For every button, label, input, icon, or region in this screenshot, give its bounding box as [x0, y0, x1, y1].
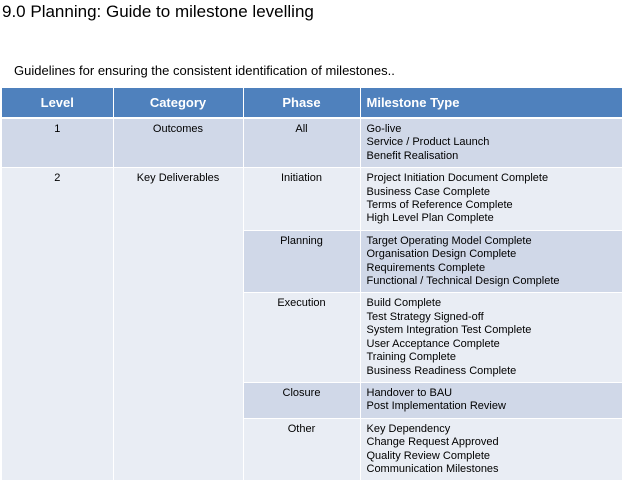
phase-cell: Closure: [243, 382, 360, 418]
phase-cell: Execution: [243, 293, 360, 382]
milestone-item: Communication Milestones: [366, 462, 499, 475]
milestone-item: Requirements Complete: [366, 261, 486, 274]
table-row: [2, 118, 622, 168]
milestone-item: Benefit Realisation: [366, 149, 459, 162]
milestone-item: Key Dependency: [366, 422, 451, 435]
milestone-item: Go-live: [366, 123, 402, 135]
milestone-item: Test Strategy Signed-off: [366, 310, 484, 323]
milestone-item: Business Readiness Complete: [366, 364, 517, 377]
milestone-list: [360, 168, 622, 231]
milestone-item: Handover to BAU: [366, 386, 453, 399]
milestone-item: Service / Product Launch: [366, 136, 490, 149]
milestone-item: Change Request Approved: [366, 436, 499, 449]
milestone-item: User Acceptance Complete: [366, 337, 500, 350]
milestone-item: High Level Plan Complete: [366, 212, 494, 225]
page-title: 9.0 Planning: Guide to milestone levelling: [2, 2, 314, 21]
milestone-item: System Integration Test Complete: [366, 324, 532, 337]
category-cell: Key Deliverables: [113, 168, 243, 481]
phase-cell: Initiation: [243, 168, 360, 231]
level-cell: 1: [2, 118, 113, 168]
milestone-item: Project Initiation Document Complete: [366, 172, 549, 185]
page-subtitle: Guidelines for ensuring the consistent identification of milestones..: [14, 63, 395, 78]
header-milestone-type: Milestone Type: [360, 88, 622, 118]
level-cell: 2: [2, 168, 113, 481]
milestone-levelling-table: [2, 88, 622, 481]
table-header-row: [2, 88, 622, 118]
category-cell: Outcomes: [113, 118, 243, 168]
milestone-item: Training Complete: [366, 351, 456, 364]
milestone-list: [360, 118, 622, 168]
phase-cell: Planning: [243, 230, 360, 293]
milestone-item: Business Case Complete: [366, 185, 491, 198]
milestone-list: [360, 418, 622, 481]
milestone-item: Quality Review Complete: [366, 449, 490, 462]
header-category: Category: [113, 88, 243, 118]
milestone-item: Build Complete: [366, 297, 442, 310]
table-row: [2, 168, 622, 231]
milestone-item: Post Implementation Review: [366, 400, 506, 413]
phase-cell: Other: [243, 418, 360, 481]
header-level: Level: [2, 88, 113, 118]
milestone-item: Terms of Reference Complete: [366, 199, 513, 212]
milestone-item: Target Operating Model Complete: [366, 234, 532, 247]
milestone-list: [360, 230, 622, 293]
milestone-list: [360, 293, 622, 382]
milestone-item: Functional / Technical Design Complete: [366, 275, 560, 288]
header-phase: Phase: [243, 88, 360, 118]
milestone-item: Organisation Design Complete: [366, 248, 517, 261]
phase-cell: All: [243, 118, 360, 168]
milestone-list: [360, 382, 622, 418]
